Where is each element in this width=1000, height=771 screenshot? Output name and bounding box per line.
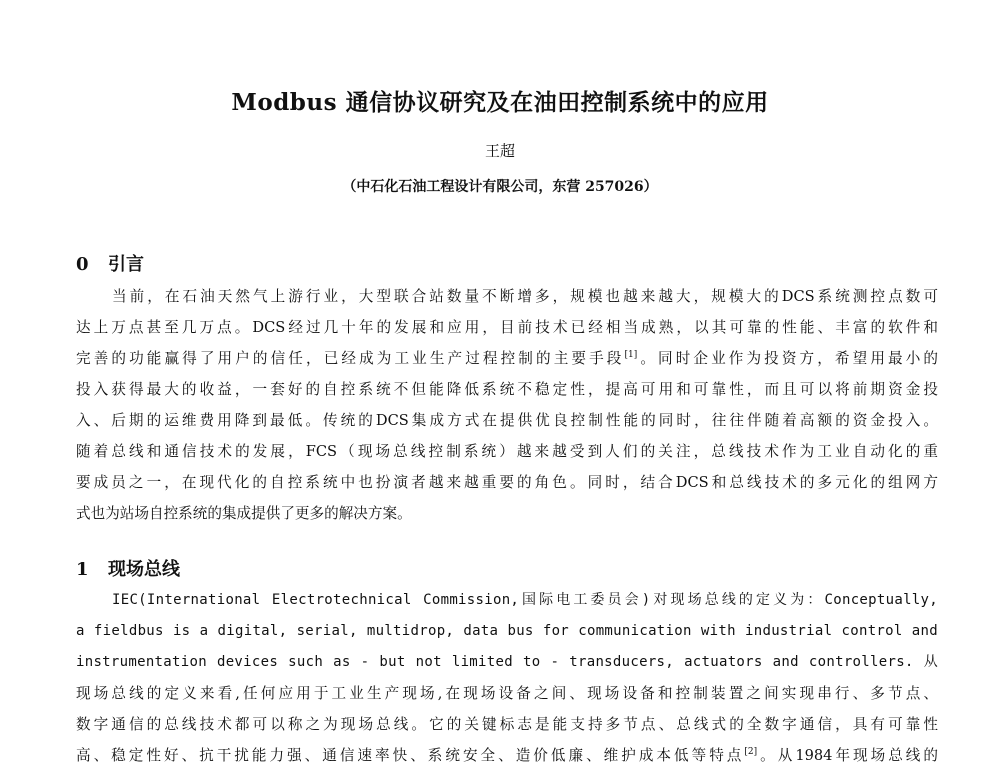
line-text: 完善的功能赢得了用户的信任，已经成为工业生产过程控制的主要手段 xyxy=(76,350,625,367)
section-1-paragraph xyxy=(76,585,938,771)
line-text: 。同时企业作为投资方，希望用最小的 xyxy=(637,350,938,367)
paper-title: Modbus 通信协议研究及在油田控制系统中的应用 xyxy=(231,89,769,116)
paragraph-line: 达上万点甚至几万点。DCS经过几十年的发展和应用，目前技术已经相当成熟，以其可靠的性能、丰富的软件和 xyxy=(76,319,938,336)
paragraph-line: a fieldbus is a digital, serial, multidrop, data bus for communication with industrial control and xyxy=(76,623,938,639)
section-0-number: 0 xyxy=(76,254,89,275)
line-text: 。从1984年现场总线的 xyxy=(757,747,938,764)
paragraph-line: 数字通信的总线技术都可以称之为现场总线。它的关键标志是能支持多节点、总线式的全数字通信，具有可靠性 xyxy=(76,716,938,733)
paragraph-line: 要成员之一，在现代化的自控系统中也扮演者越来越重要的角色。同时，结合DCS和总线技术的多元化的组网方 xyxy=(76,474,938,491)
section-1-number: 1 xyxy=(76,559,89,580)
paragraph-line: 式也为站场自控系统的集成提供了更多的解决方案。 xyxy=(76,505,412,522)
section-0-paragraph xyxy=(76,281,938,529)
citation-1: [1] xyxy=(624,350,638,360)
section-0-heading xyxy=(76,250,144,276)
paragraph-line: 随着总线和通信技术的发展，FCS（现场总线控制系统）越来越受到人们的关注，总线技术作为工业自动化的重 xyxy=(76,443,938,460)
paragraph-line xyxy=(76,343,938,374)
author-name: 王超 xyxy=(484,142,515,160)
paragraph-line: IEC(International Electrotechnical Commission,国际电工委员会)对现场总线的定义为：Conceptually, xyxy=(112,592,938,608)
section-0-title: 引言 xyxy=(108,254,144,275)
paragraph-line: 投入获得最大的收益，一套好的自控系统不但能降低系统不稳定性，提高可用和可靠性，而且可以将前期资金投 xyxy=(76,381,938,398)
line-text: 高、稳定性好、抗干扰能力强、通信速率快、系统安全、造价低廉、维护成本低等特点 xyxy=(76,747,745,764)
paragraph-line xyxy=(76,740,938,771)
paragraph-line: instrumentation devices such as - but not limited to - transducers, actuators and controllers. 从 xyxy=(76,654,938,670)
section-1-heading xyxy=(76,555,180,581)
paragraph-line: 当前，在石油天然气上游行业，大型联合站数量不断增多，规模也越来越大，规模大的DCS系统测控点数可 xyxy=(112,288,938,305)
author-affiliation: （中石化石油工程设计有限公司，东营 257026） xyxy=(342,179,658,195)
paragraph-line: 现场总线的定义来看,任何应用于工业生产现场,在现场设备之间、现场设备和控制装置之间实现串行、多节点、 xyxy=(76,685,938,702)
citation-2: [2] xyxy=(744,747,758,757)
section-1-title: 现场总线 xyxy=(108,559,180,580)
paragraph-line: 入、后期的运维费用降到最低。传统的DCS集成方式在提供优良控制性能的同时，往往伴随着高额的资金投入。 xyxy=(76,412,938,429)
